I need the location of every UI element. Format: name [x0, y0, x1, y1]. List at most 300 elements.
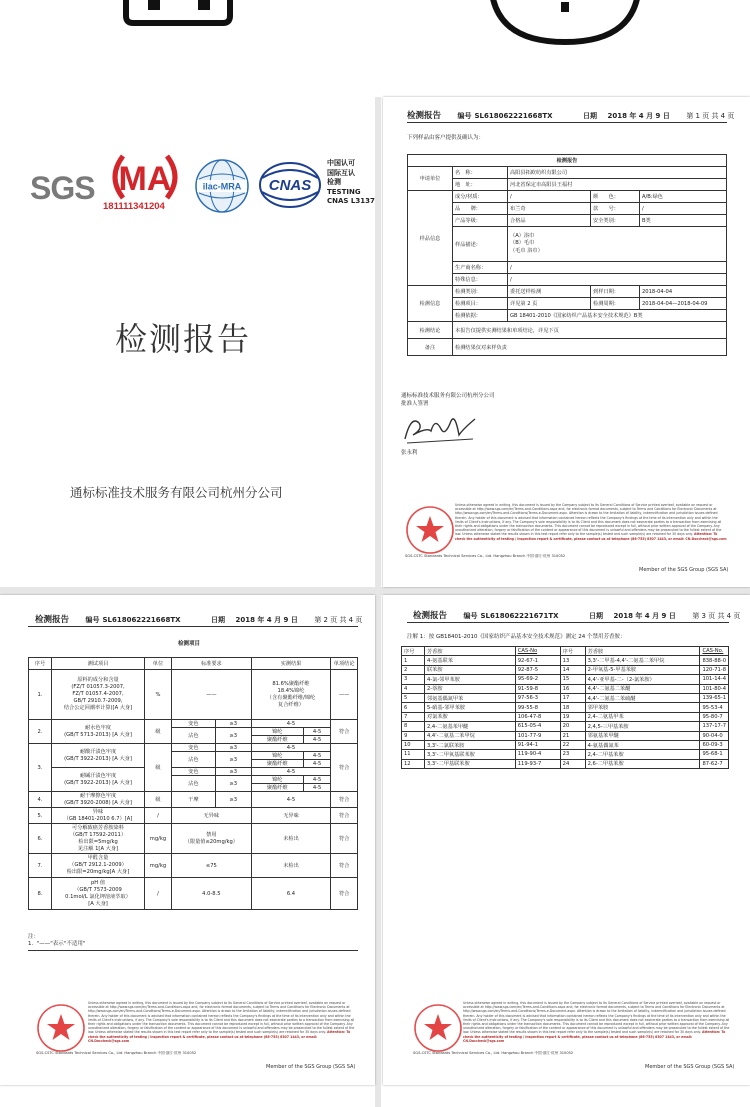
row-req: —— [172, 670, 252, 720]
table-row [402, 712, 729, 721]
sgs-fine-print [455, 503, 727, 547]
row-unit: mg/kg [145, 824, 172, 854]
row-unit: 级 [145, 744, 172, 792]
cell: 13 [560, 656, 585, 665]
sub-req: ≥3 [215, 728, 251, 744]
cell: 24 [560, 759, 585, 768]
cell: 91-59-8 [515, 684, 560, 693]
sub-result: 4-5 [303, 728, 330, 736]
cell: 7 [402, 712, 425, 721]
row-result [251, 670, 331, 720]
header-number-value: SL618062221668TX [474, 112, 553, 120]
table-row [29, 808, 358, 824]
header-number [463, 611, 572, 621]
cell: 22 [560, 740, 585, 749]
page1-intro: 下列样品由客户提供及确认为： [407, 135, 485, 141]
cell: 4,4'-亚甲基-二-（2-氯苯胺） [585, 675, 700, 684]
cell: 92-67-1 [515, 656, 560, 665]
row-unit: 级 [145, 792, 172, 808]
cell: 4,4'-二氨基二苯醚 [585, 684, 700, 693]
cell: 8 [402, 722, 425, 731]
safety-label: 安全类别： [591, 215, 640, 227]
cell: 邻甲苯胺 [585, 703, 700, 712]
ilac-mra-logo [193, 157, 251, 215]
cell: 120-71-8 [700, 665, 729, 674]
note-1: 1. "——"表示"不适用" [28, 941, 86, 947]
result-line: 81.6%聚酯纤维 [272, 680, 310, 687]
sgs-member: Member of the SGS Group (SGS SA) [639, 567, 729, 573]
cnas-logo-text: CNAS [268, 177, 312, 194]
sgs-fine-print [88, 1001, 358, 1045]
header-date: 2018 年 4 月 9 日 [235, 616, 298, 624]
cnas-accreditation-text [327, 159, 375, 207]
cell: 6 [402, 703, 425, 712]
cover-company: 通标标准技术服务有限公司杭州分公司 [70, 485, 283, 500]
sub-result: 4-5 [303, 760, 330, 768]
sub-type: 变色 [172, 744, 216, 752]
col-header: 芳香胺 [424, 647, 515, 656]
cell: 9 [402, 731, 425, 740]
item-line: (GB/T 3922-2013) [A 大身] [64, 779, 132, 786]
name-label: 名 称： [453, 167, 508, 179]
sub-result: 4-5 [303, 752, 330, 760]
name-value: 高阳县拓欧纺织有限公司 [508, 167, 727, 179]
cell: 4-氨基偶氮苯 [585, 740, 700, 749]
sub-req: ≥3 [215, 752, 251, 768]
row-req: ≤75 [172, 854, 252, 878]
row-item [52, 720, 145, 744]
amine-table [401, 646, 729, 769]
cell: 838-88-0 [700, 656, 729, 665]
cell: 95-80-7 [700, 712, 729, 721]
result-line: 复合纤维） [278, 701, 304, 708]
sub-type: 沾色 [172, 752, 216, 768]
col-header: 序号 [29, 658, 52, 670]
sub-type: 变色 [172, 768, 216, 776]
item-line: （GB/T 2912.1-2009） [69, 862, 127, 868]
col-header: 标准要求 [172, 658, 252, 670]
table-row [402, 759, 729, 768]
cell: 90-04-0 [700, 731, 729, 740]
cell: 95-53-4 [700, 703, 729, 712]
col-header: CAS-No [515, 647, 560, 656]
page1-header [407, 109, 748, 121]
row-item [52, 878, 145, 910]
period-label: 检测周期： [591, 298, 640, 310]
cell: 12 [402, 759, 425, 768]
sgs-member: Member of the SGS Group (SGS SA) [266, 1064, 356, 1070]
item-line: 耐碱汗渍色牢度 [79, 772, 117, 779]
sub-req: ≥3 [215, 720, 251, 728]
special-label: 特殊信息： [453, 274, 508, 286]
item-line: (FZ/T 01057.3-2007, [71, 684, 125, 690]
test-info-label: 检测信息 [408, 286, 453, 322]
table-row [402, 703, 729, 712]
row-unit: mg/kg [145, 854, 172, 878]
cell: 17 [560, 693, 585, 702]
header-rule [407, 622, 729, 623]
sub-type: 沾色 [172, 728, 216, 744]
table-row [402, 731, 729, 740]
fine-print-text: Unless otherwise agreed in writing, this document is issued by the Company subject to its General Conditions of Service printed overleaf, available on request or accessible at http://www.sgs.com/en/Terms-and-Conditions.aspx and, for electronic format documents, subject to Terms and Conditions for Electronic Documents at http://www.sgs.com/en/Terms-and-Conditions/Terms-e-Document.aspx. Attention is drawn to the limitation of liability, indemnification and jurisdiction issues defined therein. Any holder of this document is advised that information contained hereon reflects the Company's findings at the time of its intervention only and within the limits of Client's instructions, if any. The Company's sole responsibility is to its Client and this document does not exonerate parties to a transaction from exercising all their rights and obligations under the transaction documents. This document cannot be reproduced except in full, without prior written approval of the Company. Any unauthorized alteration, forgery or falsification of the content or appearance of this document is unlawful and offenders may be prosecuted to the fullest extent of the law. Unless otherwise stated the results shown in this test report refer only to the sample(s) tested and such sample(s) are retained for 30 days only. [88, 1001, 355, 1035]
item-line: 耐水色牢度 [85, 724, 111, 731]
address-value: 河北省保定市高阳县王福村 [508, 179, 727, 191]
maker-label: 生产商名称： [453, 262, 508, 274]
header-title: 检测报告 [35, 615, 70, 625]
received-value: 2018-04-04 [640, 286, 727, 298]
row-unit: / [145, 878, 172, 910]
desc-value [508, 227, 727, 262]
cell: 2,4-二氨基甲苯 [585, 712, 700, 721]
item-line: (GB/T 3920-2008) [A 大身] [64, 799, 132, 806]
col-header: 单位 [145, 658, 172, 670]
item-line: 甲醛含量 [87, 855, 109, 861]
row-item [52, 670, 145, 720]
result-line: 18.4%锦纶 [277, 687, 305, 694]
safety-value: B类 [640, 215, 727, 227]
special-value: / [508, 274, 727, 286]
row-item [52, 744, 145, 768]
col-header: 序号 [402, 647, 425, 656]
composition-value: / [508, 191, 591, 203]
header-date: 2018 年 4 月 9 日 [607, 112, 670, 120]
cnas-text-line: 中国认可 [327, 159, 355, 167]
sub-type: 干摩 [172, 792, 216, 808]
cell: 139-65-1 [700, 693, 729, 702]
header-number [85, 615, 194, 625]
row-req: 禁用 （限量值≤20mg/kg） [172, 824, 252, 854]
top-right-icon [485, 0, 645, 50]
items-label: 检测项目： [453, 298, 508, 310]
item-line: [A 大身] [88, 900, 108, 907]
cell: 16 [560, 684, 585, 693]
sample-info-table [407, 154, 727, 356]
item-line: 检出限=20mg/kg[A 大身] [66, 869, 130, 875]
table-row [29, 744, 358, 752]
divider-vertical [375, 97, 381, 1107]
sub-result: 4-5 [303, 736, 330, 744]
header-date-label: 日期 [211, 616, 226, 624]
row-item [52, 854, 145, 878]
table-row [29, 824, 358, 854]
col-header: 序号 [560, 647, 585, 656]
sgs-address: SGS-CSTC Standards Technical Services Co., Ltd. Hangzhou Branch 中国·浙江·杭州 310052 [413, 1051, 574, 1055]
brand-value: 布兰奇 [508, 203, 591, 215]
cell: 2,6-二甲基苯胺 [585, 759, 700, 768]
row-req: 无异味 [172, 808, 252, 824]
result-line: （含有聚酯纤维/锦纶 [266, 694, 316, 701]
ilac-logo-text: ilac-MRA [202, 181, 242, 192]
grade-label: 产品等级： [453, 215, 508, 227]
row-result: 未检出 [251, 854, 331, 878]
items-value: 详见第 2 页 [508, 298, 591, 310]
received-label: 到样日期： [591, 286, 640, 298]
row-conclusion: 符合 [331, 878, 358, 910]
table-row [402, 750, 729, 759]
cnas-text-line: 检测 [327, 178, 341, 186]
cell: 4,4'-二氨基二苯硫醚 [585, 693, 700, 702]
ma-number: 181111341204 [103, 201, 165, 212]
sub-fiber: 锦纶 [251, 776, 303, 784]
row-unit: 级 [145, 720, 172, 744]
row-no: 4. [29, 792, 52, 808]
cell: 60-09-3 [700, 740, 729, 749]
cell: 11 [402, 750, 425, 759]
row-result: 无异味 [251, 808, 331, 824]
sgs-address: SGS-CSTC Standards Technical Services Co., Ltd. Hangzhou Branch 中国·浙江·杭州 310052 [36, 1051, 197, 1055]
cell: 联苯胺 [424, 665, 515, 674]
header-date-label: 日期 [583, 112, 598, 120]
cell: 2,4-二甲基苯胺 [585, 750, 700, 759]
item-line: 结合公定回潮率计算)[A 大身] [63, 705, 133, 711]
cell: 106-47-8 [515, 712, 560, 721]
table-row [402, 740, 729, 749]
header-title: 检测报告 [407, 111, 442, 121]
item-line: FZ/T 01057.4-2007, [72, 691, 124, 697]
row-no: 6. [29, 824, 52, 854]
item-line: （GB/T 7573-2009 [74, 886, 122, 893]
signature [401, 409, 481, 447]
sub-fiber: 聚酯纤维 [251, 736, 303, 744]
inspection-stamp [36, 1003, 86, 1053]
color-label: 颜 色： [591, 191, 640, 203]
row-no: 8. [29, 878, 52, 910]
basis-value: GB 18401-2010《国家纺织产品基本安全技术规范》B类 [508, 310, 727, 322]
cell: 137-17-7 [700, 722, 729, 731]
cell: 3,3'-二甲基-4,4'-二氨基二苯甲烷 [585, 656, 700, 665]
table-row [402, 722, 729, 731]
cell: 18 [560, 703, 585, 712]
item-line: 0.1mol/L 氯化钾溶液萃取） [65, 893, 131, 900]
sgs-member: Member of the SGS Group (SGS SA) [645, 1064, 735, 1070]
row-conclusion: 符合 [331, 792, 358, 808]
sub-req: ≥3 [215, 768, 251, 776]
cell: 101-77-9 [515, 731, 560, 740]
cell: 92-87-5 [515, 665, 560, 674]
sub-result: 4-5 [303, 776, 330, 784]
table-row [29, 878, 358, 910]
grade-value: 合格品 [508, 215, 591, 227]
remark-value: 检测结果仅对来样负责 [453, 339, 727, 356]
maker-value: / [508, 262, 727, 274]
header-page: 第 3 页 共 4 页 [692, 612, 741, 620]
style-label: 款 号： [591, 203, 640, 215]
address-label: 地 址： [453, 179, 508, 191]
desc-line: （A）浴巾 [510, 232, 535, 239]
inspection-stamp [413, 1003, 463, 1053]
item-line: 异味 [92, 808, 104, 815]
row-item [52, 824, 145, 854]
cell: 2-甲氧基-5-甲基苯胺 [585, 665, 700, 674]
cell: 97-56-3 [515, 693, 560, 702]
inspection-stamp [405, 505, 455, 555]
row-item [52, 792, 145, 808]
sgs-fine-print [463, 1001, 731, 1045]
cell: 邻氨基苯甲醚 [585, 731, 700, 740]
sub-req: ≥3 [215, 776, 251, 792]
row-no: 1. [29, 670, 52, 720]
table-row [402, 665, 729, 674]
sub-result: 4-5 [251, 768, 331, 776]
cell: 19 [560, 712, 585, 721]
cell: 对氯苯胺 [424, 712, 515, 721]
cell: 91-94-1 [515, 740, 560, 749]
row-item [52, 768, 145, 792]
cell: 4,4'-二氨基二苯甲烷 [424, 731, 515, 740]
header-number-value: SL618062221671TX [480, 612, 559, 620]
conclusion-value: 本报告仅提供实测结果和单项结论，详见下页 [453, 322, 727, 339]
sub-result: 4-5 [251, 720, 331, 728]
col-header: 实测结果 [251, 658, 331, 670]
cell: 4-氨基联苯 [424, 656, 515, 665]
table-row [402, 693, 729, 702]
sgs-address: SGS-CSTC Standards Technical Services Co., Ltd. Hangzhou Branch 中国·浙江·杭州 310052 [405, 554, 566, 558]
table-row [402, 675, 729, 684]
item-line: GB/T 2910.7-2009, [73, 698, 123, 704]
composition-label: 成分/材质： [453, 191, 508, 203]
cnas-text-line: 国际互认 [327, 168, 355, 177]
cell: 3 [402, 675, 425, 684]
test-items-table [28, 657, 358, 910]
row-conclusion: 符合 [331, 720, 358, 744]
row-conclusion: 符合 [331, 808, 358, 824]
sgs-logo: SGS [30, 170, 95, 206]
row-unit: / [145, 808, 172, 824]
row-req: 4.0-8.5 [172, 878, 252, 910]
row-no: 7. [29, 854, 52, 878]
amine-note: 注解 1：按 GB18401-2010《国家纺织产品基本安全技术规范》测定 24 个禁用芳香胺： [407, 634, 626, 640]
page3-header [413, 609, 750, 621]
table-row [29, 792, 358, 808]
sub-type: 变色 [172, 720, 216, 728]
header-rule [28, 626, 358, 627]
report-page-1 [383, 97, 750, 587]
header-number-value: SL618062221668TX [102, 616, 181, 624]
table-row [29, 670, 358, 720]
sub-fiber: 聚酯纤维 [251, 784, 303, 792]
row-result: 6.4 [251, 878, 331, 910]
item-line: （GB/T 17592-2011） [69, 831, 127, 838]
sub-req: ≥3 [215, 792, 251, 808]
cell: 4-氯-邻甲苯胺 [424, 675, 515, 684]
sub-result: 4-5 [251, 744, 331, 752]
cell: 2,4,5-三甲基苯胺 [585, 722, 700, 731]
color-value: A/B:绿色 [640, 191, 727, 203]
cell: 615-05-4 [515, 722, 560, 731]
header-number-label: 编号 [463, 612, 478, 620]
basis-label: 检测依据： [453, 310, 508, 322]
row-result: 未检出 [251, 824, 331, 854]
row-no: 5. [29, 808, 52, 824]
item-line: (GB/T 5713-2013) [A 大身] [64, 731, 132, 738]
report-page-2 [0, 595, 375, 1085]
desc-label: 样品描述： [453, 227, 508, 262]
header-date: 2018 年 4 月 9 日 [613, 612, 676, 620]
report-page-3 [383, 595, 750, 1085]
table-title: 检测报告 [408, 155, 727, 167]
approver-label: 批准人签署 [401, 401, 429, 407]
sub-fiber: 聚酯纤维 [251, 760, 303, 768]
cnas-text-line: TESTING [327, 187, 361, 196]
item-line: pH 值 [90, 879, 106, 886]
test-items-title: 检测项目 [178, 641, 201, 647]
sample-label: 样品信息 [408, 191, 453, 286]
row-conclusion: 符合 [331, 854, 358, 878]
col-header: 测试项目 [52, 658, 145, 670]
applicant-label: 申请单位 [408, 167, 453, 191]
header-page: 第 1 页 共 4 页 [686, 112, 735, 120]
cell: 20 [560, 722, 585, 731]
table-row [402, 656, 729, 665]
test-type-value: 委托送样检测 [508, 286, 591, 298]
cell: 5 [402, 693, 425, 702]
row-no: 3. [29, 744, 52, 792]
table-row [29, 854, 358, 878]
cell: 14 [560, 665, 585, 674]
item-line: 耐酸汗渍色牢度 [79, 748, 117, 755]
cell: 2 [402, 665, 425, 674]
header-number-label: 编号 [85, 616, 100, 624]
issuing-org: 通标标准技术服务有限公司杭州分公司 [401, 393, 495, 399]
test-type-label: 检测类别： [453, 286, 508, 298]
divider-horizontal [0, 587, 750, 595]
col-header: 芳香胺 [585, 647, 700, 656]
header-rule [407, 122, 727, 123]
header-date-label: 日期 [589, 612, 604, 620]
remark-label: 备注 [408, 339, 453, 356]
period-value: 2018-04-04—2018-04-09 [640, 298, 727, 310]
sub-result: 4-5 [251, 792, 331, 808]
table-row [29, 720, 358, 728]
conclusion-label: 检测结论 [408, 322, 453, 339]
cell: 101-14-4 [700, 675, 729, 684]
fine-print-text: Unless otherwise agreed in writing, this document is issued by the Company subject to its General Conditions of Service printed overleaf, available on request or accessible at http://www.sgs.com/en/Terms-and-Conditions.aspx and, for electronic format documents, subject to Terms and Conditions for Electronic Documents at http://www.sgs.com/en/Terms-and-Conditions/Terms-e-Document.aspx. Attention is drawn to the limitation of liability, indemnification and jurisdiction issues defined therein. Any holder of this document is advised that information contained hereon reflects the Company's findings at the time of its intervention only and within the limits of Client's instructions, if any. The Company's sole responsibility is to its Client and this document does not exonerate parties to a transaction from exercising all their rights and obligations under the transaction documents. This document cannot be reproduced except in full, without prior written approval of the Company. Any unauthorized alteration, forgery or falsification of the content or appearance of this document is unlawful and offenders may be prosecuted to the fullest extent of the law. Unless otherwise stated the results shown in this test report refer only to the sample(s) tested and such sample(s) are retained for 30 days only. [463, 1001, 730, 1035]
cell: 1 [402, 656, 425, 665]
cell: 3,3'-二氯联苯胺 [424, 740, 515, 749]
cell: 10 [402, 740, 425, 749]
cell: 邻氨基偶氮甲苯 [424, 693, 515, 702]
item-line: (GB/T 3922-2013) [A 大身] [64, 755, 132, 762]
cnas-logo [258, 160, 322, 210]
cell: 3,3'-二甲基联苯胺 [424, 759, 515, 768]
sub-type: 沾色 [172, 776, 216, 792]
cnas-text-line: CNAS L3137 [327, 197, 375, 205]
note-rule [28, 950, 358, 951]
header-number-label: 编号 [457, 112, 472, 120]
cell: 23 [560, 750, 585, 759]
row-conclusion: 符合 [331, 744, 358, 792]
cover-title: 检测报告 [115, 320, 252, 358]
cell: 119-90-4 [515, 750, 560, 759]
brand-label: 品 牌： [453, 203, 508, 215]
row-conclusion: 符合 [331, 824, 358, 854]
sub-result: 4-5 [303, 784, 330, 792]
sub-fiber: 锦纶 [251, 728, 303, 736]
cell: 15 [560, 675, 585, 684]
sub-fiber: 锦纶 [251, 752, 303, 760]
ma-logo-text: MA [118, 160, 172, 198]
item-line: 检出限=5mg/kg [78, 838, 118, 845]
desc-line: （B）毛巾 [510, 240, 535, 247]
cell: 99-55-8 [515, 703, 560, 712]
table-row [402, 684, 729, 693]
sub-req: ≥3 [215, 744, 251, 752]
header-page: 第 2 页 共 4 页 [314, 616, 363, 624]
cell: 95-69-2 [515, 675, 560, 684]
header-number [457, 111, 566, 121]
cell: 21 [560, 731, 585, 740]
cell: 4 [402, 684, 425, 693]
